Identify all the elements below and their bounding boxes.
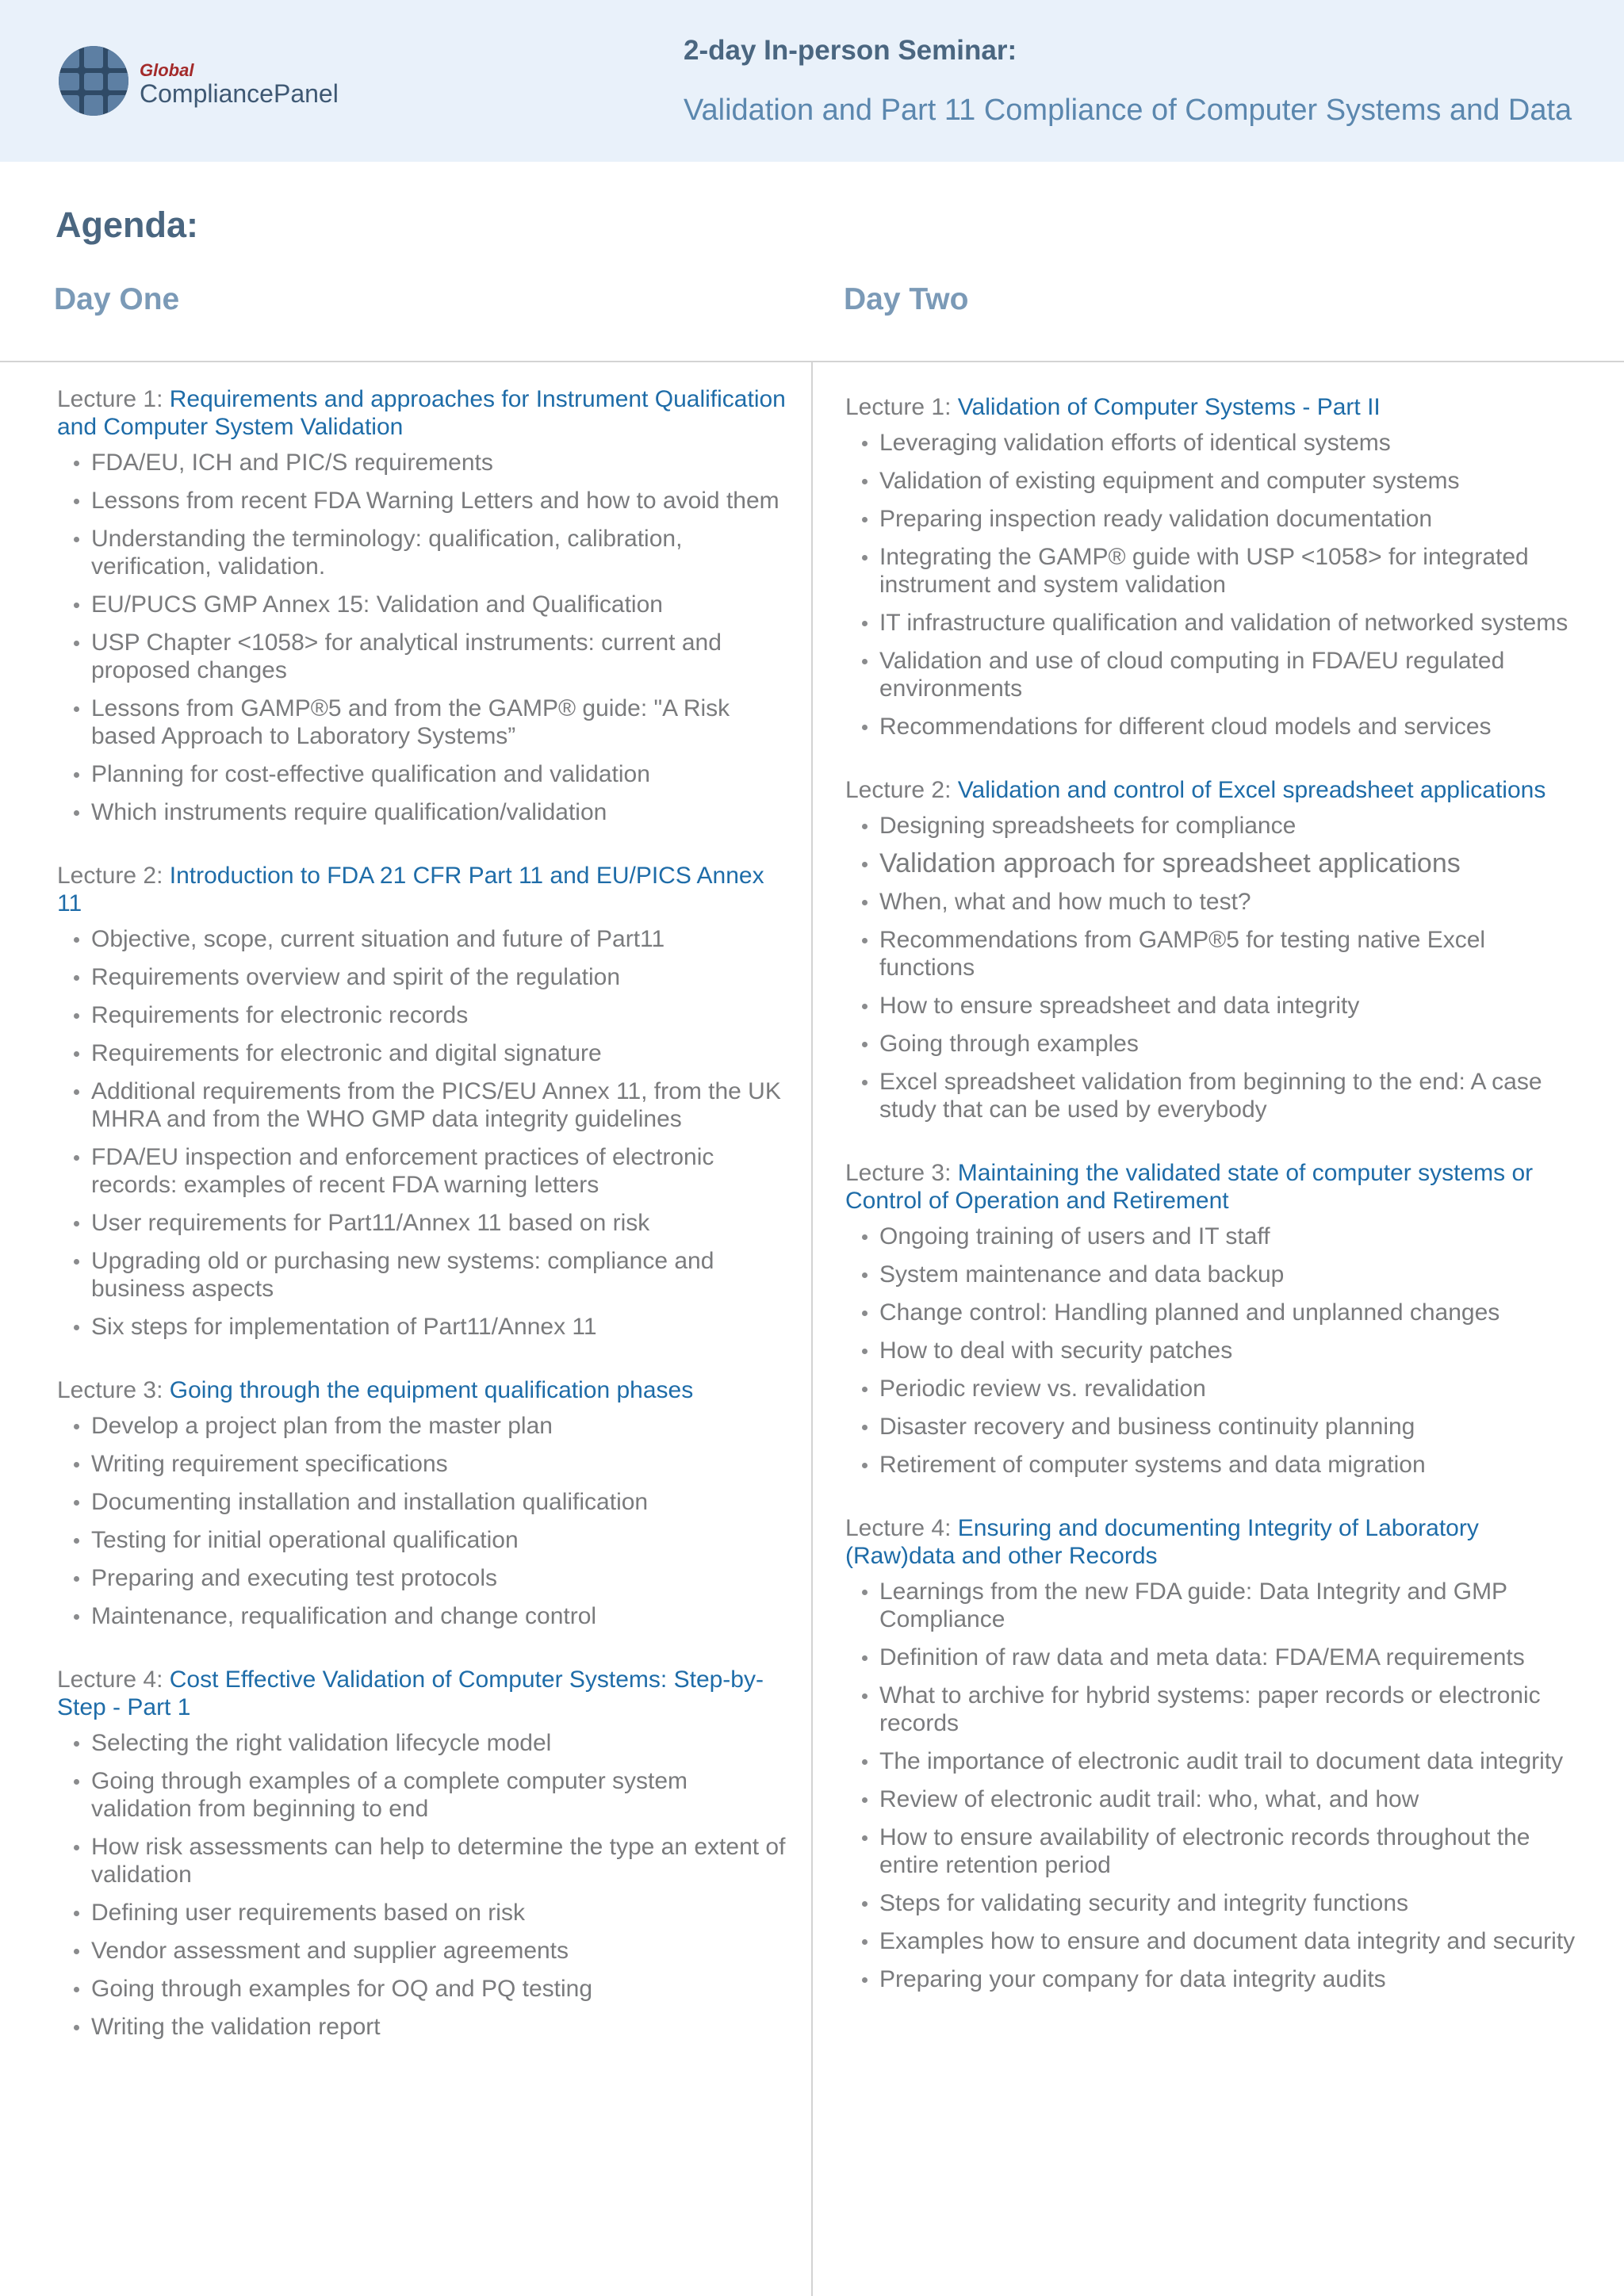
list-item: Six steps for implementation of Part11/Annex 11 — [57, 1313, 791, 1341]
list-item: Requirements for electronic and digital signature — [57, 1039, 791, 1067]
lecture-number: Lecture 3: — [845, 1160, 952, 1186]
company-logo — [56, 40, 357, 122]
list-item: Definition of raw data and meta data: FDA/EMA requirements — [845, 1644, 1583, 1671]
list-item: Writing the validation report — [57, 2013, 791, 2041]
lecture-title: Validation of Computer Systems - Part II — [957, 394, 1381, 420]
lecture-topic-list — [57, 1729, 791, 2041]
day-two-lecture-3 — [845, 1159, 1583, 1479]
lecture-topic-list — [57, 449, 791, 826]
lecture-title: Validation and control of Excel spreadsheet applications — [957, 777, 1546, 803]
day-one-lecture-1 — [57, 385, 791, 826]
lecture-number: Lecture 4: — [57, 1667, 163, 1693]
list-item: Requirements overview and spirit of the regulation — [57, 963, 791, 991]
day-two-lecture-1 — [845, 393, 1583, 740]
header-banner — [0, 0, 1624, 162]
list-item: Change control: Handling planned and unplanned changes — [845, 1299, 1583, 1326]
list-item: Going through examples for OQ and PQ testing — [57, 1975, 791, 2003]
list-item: Maintenance, requalification and change control — [57, 1602, 791, 1630]
day-one-column — [57, 385, 791, 2051]
column-divider — [811, 361, 813, 2296]
list-item: Validation approach for spreadsheet applications — [845, 850, 1583, 878]
list-item: IT infrastructure qualification and validation of networked systems — [845, 609, 1583, 637]
lecture-number: Lecture 2: — [57, 863, 163, 889]
lecture-heading — [57, 1376, 791, 1404]
seminar-title: Validation and Part 11 Compliance of Computer Systems and Data — [684, 94, 1572, 127]
lecture-topic-list — [845, 812, 1583, 1123]
day-two-lecture-4 — [845, 1514, 1583, 1993]
list-item: USP Chapter <1058> for analytical instruments: current and proposed changes — [57, 629, 791, 684]
list-item: Going through examples — [845, 1030, 1583, 1058]
list-item: Going through examples of a complete computer system validation from beginning to end — [57, 1767, 791, 1823]
lecture-number: Lecture 4: — [845, 1515, 952, 1541]
list-item: Which instruments require qualification/validation — [57, 798, 791, 826]
lecture-heading — [845, 1159, 1583, 1215]
list-item: FDA/EU, ICH and PIC/S requirements — [57, 449, 791, 476]
list-item: Steps for validating security and integrity functions — [845, 1889, 1583, 1917]
list-item: Recommendations from GAMP®5 for testing native Excel functions — [845, 926, 1583, 982]
list-item: How to deal with security patches — [845, 1337, 1583, 1364]
list-item: Validation of existing equipment and computer systems — [845, 467, 1583, 495]
list-item: Retirement of computer systems and data migration — [845, 1451, 1583, 1479]
lecture-title: Maintaining the validated state of computer systems or Control of Operation and Retirement — [845, 1160, 1534, 1214]
list-item: Review of electronic audit trail: who, what, and how — [845, 1785, 1583, 1813]
list-item: Vendor assessment and supplier agreements — [57, 1937, 791, 1965]
lecture-heading — [845, 393, 1583, 421]
day-two-column — [845, 393, 1583, 2003]
lecture-title: Requirements and approaches for Instrument Qualification and Computer System Validation — [57, 386, 786, 440]
lecture-heading — [57, 1666, 791, 1721]
logo-global-text: Global — [140, 60, 194, 80]
list-item: Develop a project plan from the master plan — [57, 1412, 791, 1440]
list-item: What to archive for hybrid systems: paper records or electronic records — [845, 1682, 1583, 1737]
list-item: Selecting the right validation lifecycle model — [57, 1729, 791, 1757]
lecture-heading — [57, 385, 791, 441]
day-one-lecture-4 — [57, 1666, 791, 2041]
list-item: Upgrading old or purchasing new systems: compliance and business aspects — [57, 1247, 791, 1303]
lecture-number: Lecture 1: — [57, 386, 163, 412]
list-item: Validation and use of cloud computing in FDA/EU regulated environments — [845, 647, 1583, 702]
list-item: Lessons from recent FDA Warning Letters and how to avoid them — [57, 487, 791, 515]
list-item: Documenting installation and installation qualification — [57, 1488, 791, 1516]
lecture-heading — [57, 862, 791, 917]
list-item: Examples how to ensure and document data integrity and security — [845, 1927, 1583, 1955]
list-item: Excel spreadsheet validation from beginning to the end: A case study that can be used by everybody — [845, 1068, 1583, 1123]
list-item: Defining user requirements based on risk — [57, 1899, 791, 1927]
day-two-lecture-2 — [845, 776, 1583, 1123]
list-item: The importance of electronic audit trail to document data integrity — [845, 1747, 1583, 1775]
list-item: Lessons from GAMP®5 and from the GAMP® guide: "A Risk based Approach to Laboratory Systems” — [57, 695, 791, 750]
globe-icon — [56, 40, 135, 122]
list-item: Understanding the terminology: qualification, calibration, verification, validation. — [57, 525, 791, 580]
lecture-title: Ensuring and documenting Integrity of Laboratory (Raw)data and other Records — [845, 1515, 1479, 1569]
day-one-lecture-2 — [57, 862, 791, 1341]
agenda-title: Agenda: — [56, 205, 198, 245]
list-item: Preparing inspection ready validation documentation — [845, 505, 1583, 533]
list-item: Disaster recovery and business continuity planning — [845, 1413, 1583, 1441]
seminar-kind: 2-day In-person Seminar: — [684, 35, 1017, 66]
list-item: Objective, scope, current situation and future of Part11 — [57, 925, 791, 953]
list-item: System maintenance and data backup — [845, 1261, 1583, 1288]
day-one-heading: Day One — [54, 282, 180, 316]
lecture-heading — [845, 776, 1583, 804]
day-two-heading: Day Two — [844, 282, 969, 316]
list-item: Periodic review vs. revalidation — [845, 1375, 1583, 1402]
list-item: Leveraging validation efforts of identical systems — [845, 429, 1583, 457]
list-item: User requirements for Part11/Annex 11 based on risk — [57, 1209, 791, 1237]
list-item: EU/PUCS GMP Annex 15: Validation and Qualification — [57, 591, 791, 618]
list-item: Writing requirement specifications — [57, 1450, 791, 1478]
list-item: How to ensure spreadsheet and data integrity — [845, 992, 1583, 1020]
lecture-topic-list — [57, 1412, 791, 1630]
list-item: How to ensure availability of electronic records throughout the entire retention period — [845, 1823, 1583, 1879]
list-item: Ongoing training of users and IT staff — [845, 1223, 1583, 1250]
list-item: Designing spreadsheets for compliance — [845, 812, 1583, 840]
list-item: Preparing your company for data integrity audits — [845, 1965, 1583, 1993]
list-item: Requirements for electronic records — [57, 1001, 791, 1029]
list-item: Learnings from the new FDA guide: Data Integrity and GMP Compliance — [845, 1578, 1583, 1633]
lecture-topic-list — [845, 429, 1583, 740]
day-one-lecture-3 — [57, 1376, 791, 1630]
lecture-title: Cost Effective Validation of Computer Systems: Step-by-Step - Part 1 — [57, 1667, 764, 1720]
lecture-number: Lecture 1: — [845, 394, 952, 420]
list-item: Preparing and executing test protocols — [57, 1564, 791, 1592]
list-item: How risk assessments can help to determine the type an extent of validation — [57, 1833, 791, 1888]
logo-name-text: CompliancePanel — [140, 79, 339, 108]
lecture-topic-list — [57, 925, 791, 1341]
lecture-topic-list — [845, 1223, 1583, 1479]
list-item: Integrating the GAMP® guide with USP <1058> for integrated instrument and system validation — [845, 543, 1583, 599]
lecture-title: Going through the equipment qualification phases — [169, 1377, 694, 1403]
lecture-heading — [845, 1514, 1583, 1570]
list-item: Additional requirements from the PICS/EU Annex 11, from the UK MHRA and from the WHO GMP data integrity guidelines — [57, 1077, 791, 1133]
lecture-title: Introduction to FDA 21 CFR Part 11 and EU/PICS Annex 11 — [57, 863, 764, 916]
list-item: Recommendations for different cloud models and services — [845, 713, 1583, 740]
lecture-topic-list — [845, 1578, 1583, 1993]
list-item: Planning for cost-effective qualification and validation — [57, 760, 791, 788]
lecture-number: Lecture 3: — [57, 1377, 163, 1403]
list-item: Testing for initial operational qualification — [57, 1526, 791, 1554]
list-item: FDA/EU inspection and enforcement practices of electronic records: examples of recent FDA warning letters — [57, 1143, 791, 1199]
list-item: When, what and how much to test? — [845, 888, 1583, 916]
lecture-number: Lecture 2: — [845, 777, 952, 803]
